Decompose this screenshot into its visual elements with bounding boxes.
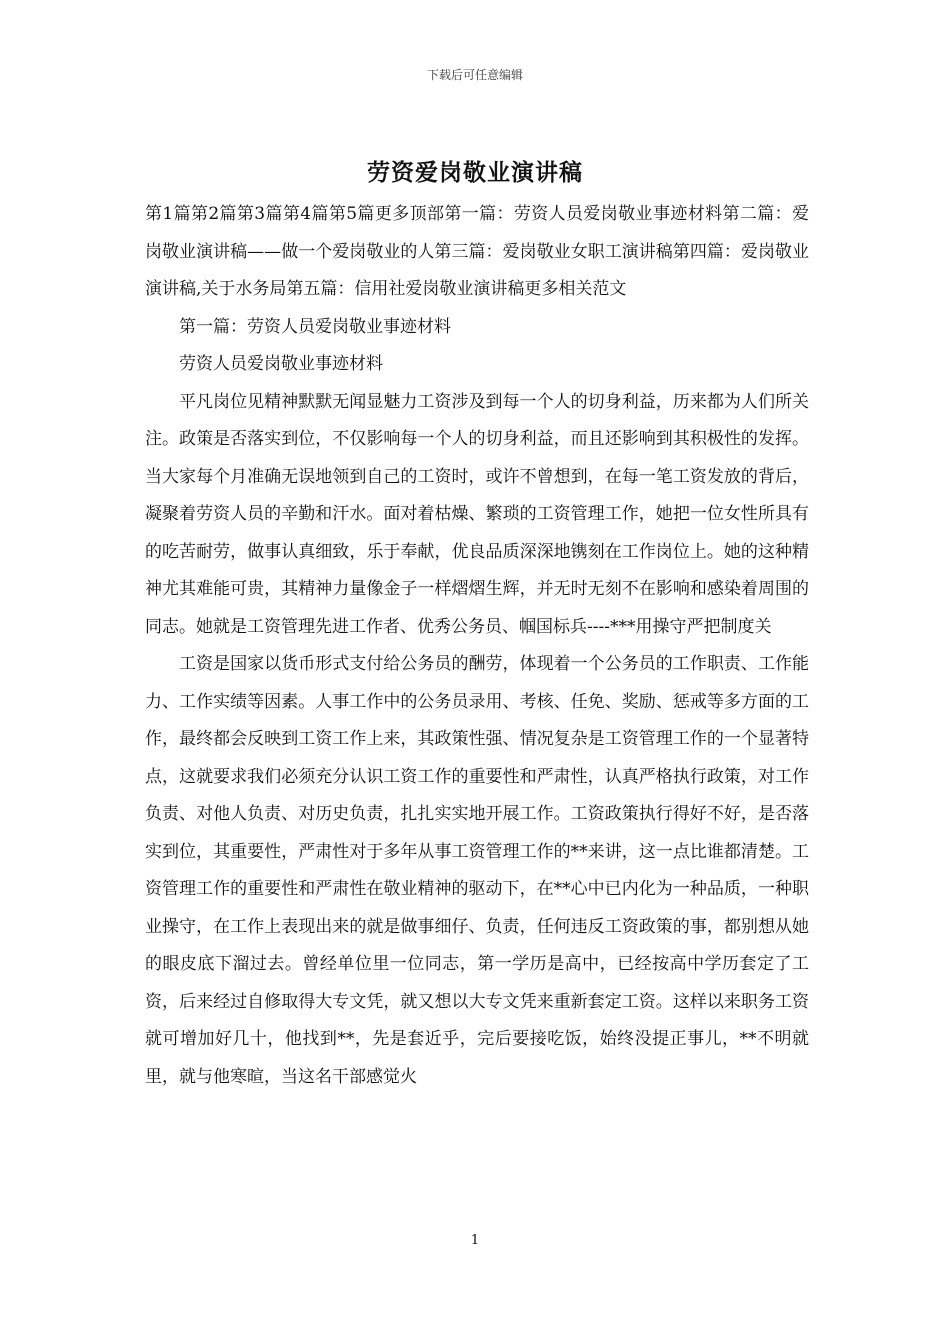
body-paragraph: 工资是国家以货币形式支付给公务员的酬劳，体现着一个公务员的工作职责、工作能力、工作实绩等因素。人事工作中的公务员录用、考核、任免、奖励、惩戒等多方面的工作，最终都会反映到工资工作上来，其政策性强、情况复杂是工资管理工作的一个显著特点，这就要求我们必须充分认识工资工作的重要性和严肃性，认真严格执行政策，对工作负责、对他人负责、对历史负责，扎扎实实地开展工作。工资政策执行得好不好，是否落实到位，其重要性，严肃性对于多年从事工资管理工作的**来讲，这一点比谁都清楚。工资管理工作的重要性和严肃性在敬业精神的驱动下，在**心中已内化为一种品质，一种职业操守，在工作上表现出来的就是做事细仔、负责，任何违反工资政策的事，都别想从她的眼皮底下溜过去。曾经单位里一位同志，第一学历是高中，已经按高中学历套定了工资，后来经过自修取得大专文凭，就又想以大专文凭来重新套定工资。这样以来职务工资就可增加好几十，他找到**，先是套近乎，完后要接吃饭，始终没提正事儿，**不明就里，就与他寒暄，当这名干部感觉火 bbox=[145, 654, 809, 1087]
section-heading: 第一篇：劳资人员爱岗敬业事迹材料 bbox=[179, 316, 451, 337]
section-subheading: 劳资人员爱岗敬业事迹材料 bbox=[179, 354, 383, 374]
body-paragraph: 平凡岗位见精神默默无闻显魅力工资涉及到每一个人的切身利益，历来都为人们所关注。政策是否落实到位，不仅影响每一个人的切身利益，而且还影响到其积极性的发挥。当大家每个月准确无误地领到自己的工资时，或许不曾想到，在每一笔工资发放的背后，凝聚着劳资人员的辛勤和汗水。面对着枯燥、繁琐的工资管理工作，她把一位女性所具有的吃苦耐劳，做事认真细致，乐于奉献，优良品质深深地镌刻在工作岗位上。她的这种精神尤其难能可贵，其精神力量像金子一样熠熠生辉，并无时无刻不在影响和感染着周围的同志。她就是工资管理先进工作者、优秀公务员、帼国标兵----***用操守严把制度关 bbox=[145, 391, 809, 637]
page-number: 1 bbox=[470, 1233, 480, 1248]
toc-paragraph: 第1篇第2篇第3篇第4篇第5篇更多顶部第一篇：劳资人员爱岗敬业事迹材料第二篇：爱岗敬业演讲稿——做一个爱岗敬业的人第三篇：爱岗敬业女职工演讲稿第四篇：爱岗敬业演讲稿,关于水务局第五篇：信用社爱岗敬业演讲稿更多相关范文 bbox=[145, 204, 809, 299]
header-note: 下载后可任意编辑 bbox=[426, 68, 523, 82]
document-body bbox=[145, 196, 809, 1096]
document-title: 劳资爱岗敬业演讲稿 bbox=[367, 159, 583, 186]
